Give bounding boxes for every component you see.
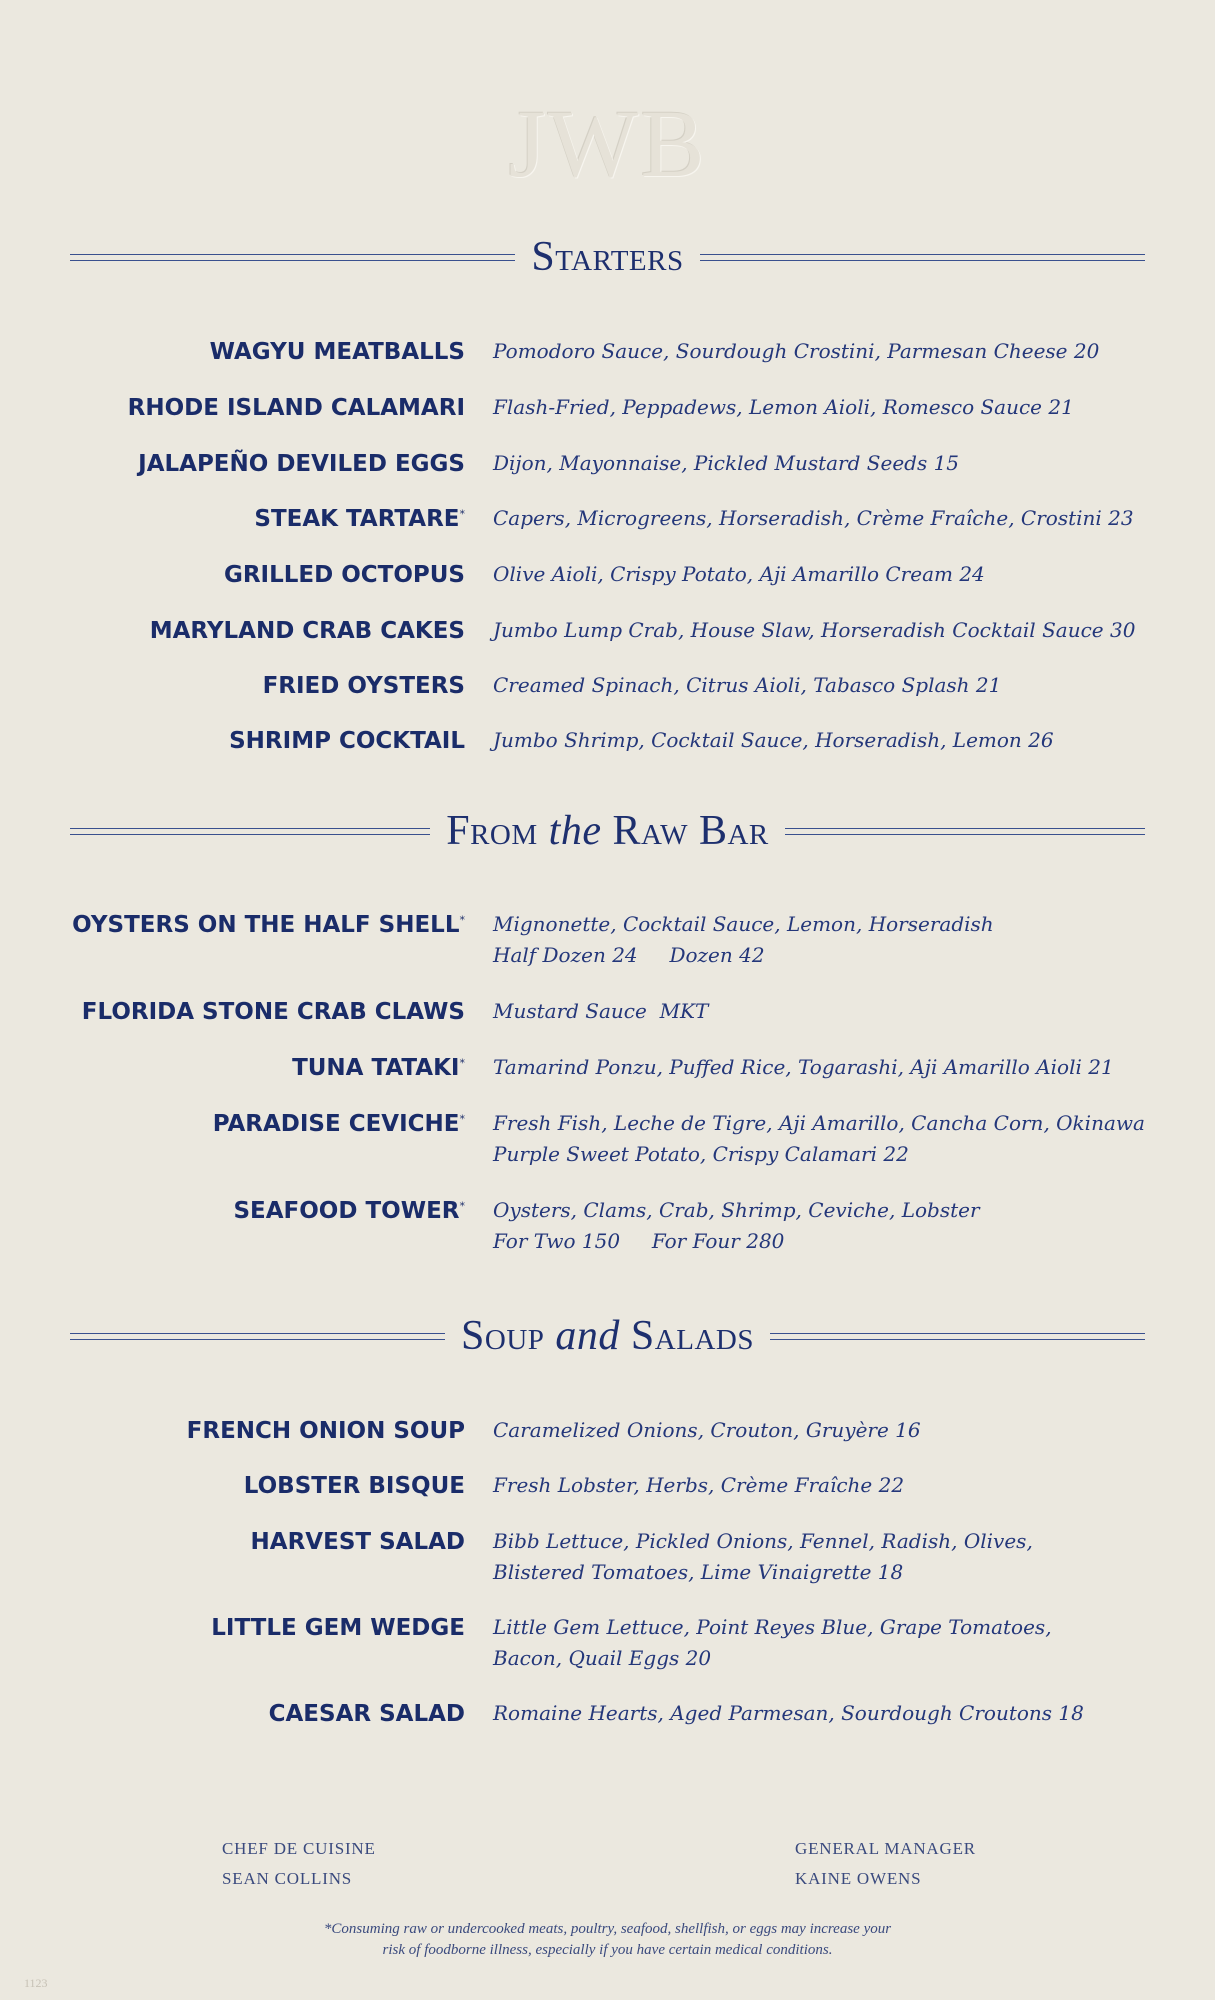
menu-item-name: TUNA TATAKI*: [292, 1055, 465, 1081]
menu-item-description: [493, 1108, 1143, 1170]
section-title: From the Raw Bar: [446, 808, 769, 854]
menu-item-name: PARADISE CEVICHE*: [212, 1111, 465, 1137]
section-title: Starters: [531, 234, 684, 280]
chef-credit: [222, 1834, 376, 1894]
chef-title: CHEF DE CUISINE: [222, 1839, 376, 1858]
description-line: Pomodoro Sauce, Sourdough Crostini, Parmesan Cheese 20: [493, 339, 1100, 363]
menu-item-description: [493, 996, 1143, 1027]
description-line: Mignonette, Cocktail Sauce, Lemon, Horseradish: [493, 912, 994, 936]
menu-item-name: HARVEST SALAD: [250, 1529, 465, 1555]
menu-item-name: FRENCH ONION SOUP: [186, 1418, 465, 1444]
description-line: Little Gem Lettuce, Point Reyes Blue, Grape Tomatoes,: [493, 1615, 1052, 1639]
description-line: Mustard Sauce MKT: [493, 999, 709, 1023]
gm-name: KAINE OWENS: [795, 1869, 922, 1888]
description-line: Bacon, Quail Eggs 20: [493, 1646, 712, 1670]
menu-item-description: [493, 615, 1143, 646]
description-line: Purple Sweet Potato, Crispy Calamari 22: [493, 1142, 909, 1166]
menu-item-name: FRIED OYSTERS: [262, 673, 465, 699]
menu-item-name: FLORIDA STONE CRAB CLAWS: [81, 999, 465, 1025]
menu-item-name: JALAPEÑO DEVILED EGGS: [138, 451, 465, 477]
menu-item-name: OYSTERS ON THE HALF SHELL*: [72, 912, 465, 938]
menu-item-name: STEAK TARTARE*: [254, 506, 465, 532]
description-line: Tamarind Ponzu, Puffed Rice, Togarashi, Aji Amarillo Aioli 21: [493, 1055, 1114, 1079]
description-line: Jumbo Shrimp, Cocktail Sauce, Horseradish, Lemon 26: [493, 728, 1054, 752]
gm-credit: [795, 1834, 976, 1894]
heading-rule-left: [70, 828, 430, 835]
menu-item-name: MARYLAND CRAB CAKES: [149, 618, 465, 644]
section-heading-starters: [70, 232, 1145, 282]
menu-item-name: GRILLED OCTOPUS: [223, 562, 465, 588]
description-line: Caramelized Onions, Crouton, Gruyère 16: [493, 1418, 921, 1442]
description-line: Romaine Hearts, Aged Parmesan, Sourdough Croutons 18: [493, 1701, 1084, 1725]
menu-item-name: RHODE ISLAND CALAMARI: [127, 395, 465, 421]
raw-asterisk: *: [459, 1199, 465, 1213]
description-line: Bibb Lettuce, Pickled Onions, Fennel, Radish, Olives,: [493, 1529, 1033, 1553]
raw-asterisk: *: [459, 1112, 465, 1126]
menu-item-description: [493, 1612, 1143, 1674]
gm-title: GENERAL MANAGER: [795, 1839, 976, 1858]
menu-item-description: [493, 1470, 1143, 1501]
menu-item-description: [493, 725, 1143, 756]
menu-item-description: [493, 559, 1143, 590]
chef-name: SEAN COLLINS: [222, 1869, 353, 1888]
description-line: Creamed Spinach, Citrus Aioli, Tabasco Splash 21: [493, 673, 1002, 697]
description-line: Flash-Fried, Peppadews, Lemon Aioli, Romesco Sauce 21: [493, 395, 1074, 419]
menu-code: 1123: [24, 1976, 48, 1990]
heading-rule-right: [785, 828, 1145, 835]
raw-asterisk: *: [459, 913, 465, 927]
description-line: Olive Aioli, Crispy Potato, Aji Amarillo Cream 24: [493, 562, 985, 586]
section-heading-raw-bar: [70, 806, 1145, 856]
description-line: Fresh Lobster, Herbs, Crème Fraîche 22: [493, 1473, 905, 1497]
heading-rule-right: [700, 254, 1145, 261]
heading-rule-left: [70, 254, 515, 261]
menu-item-description: [493, 670, 1143, 701]
heading-rule-left: [70, 1333, 445, 1340]
menu-item-description: [493, 1415, 1143, 1446]
description-line: Half Dozen 24 Dozen 42: [493, 943, 765, 967]
menu-item-description: [493, 1526, 1143, 1588]
description-line: Capers, Microgreens, Horseradish, Crème Fraîche, Crostini 23: [493, 506, 1134, 530]
menu-item-name: WAGYU MEATBALLS: [209, 339, 465, 365]
raw-asterisk: *: [459, 507, 465, 521]
menu-item-name: LOBSTER BISQUE: [243, 1473, 465, 1499]
description-line: Blistered Tomatoes, Lime Vinaigrette 18: [493, 1560, 904, 1584]
jwb-logo: JWB: [508, 90, 707, 197]
section-heading-soup-salads: [70, 1311, 1145, 1361]
description-line: Dijon, Mayonnaise, Pickled Mustard Seeds 15: [493, 451, 960, 475]
menu-item-description: [493, 503, 1143, 534]
health-disclaimer: *Consuming raw or undercooked meats, poultry, seafood, shellfish, or eggs may increase your risk of foodborne illness, especially if you have certain medical conditions.: [323, 1921, 892, 1958]
menu-item-name: CAESAR SALAD: [268, 1701, 465, 1727]
menu-item-name: SHRIMP COCKTAIL: [229, 728, 465, 754]
description-line: Fresh Fish, Leche de Tigre, Aji Amarillo, Cancha Corn, Okinawa: [493, 1111, 1145, 1135]
raw-asterisk: *: [459, 1056, 465, 1070]
menu-item-description: [493, 1052, 1143, 1083]
heading-rule-right: [770, 1333, 1145, 1340]
description-line: Oysters, Clams, Crab, Shrimp, Ceviche, Lobster: [493, 1198, 980, 1222]
menu-item-name: LITTLE GEM WEDGE: [211, 1615, 465, 1641]
menu-item-description: [493, 448, 1143, 479]
section-title: Soup and Salads: [461, 1313, 754, 1359]
menu-item-description: [493, 392, 1143, 423]
menu-item-description: [493, 1195, 1143, 1257]
menu-item-description: [493, 909, 1143, 971]
menu-item-description: [493, 336, 1143, 367]
description-line: For Two 150 For Four 280: [493, 1229, 785, 1253]
menu-item-name: SEAFOOD TOWER*: [233, 1198, 465, 1224]
menu-item-description: [493, 1698, 1143, 1729]
description-line: Jumbo Lump Crab, House Slaw, Horseradish Cocktail Sauce 30: [493, 618, 1136, 642]
